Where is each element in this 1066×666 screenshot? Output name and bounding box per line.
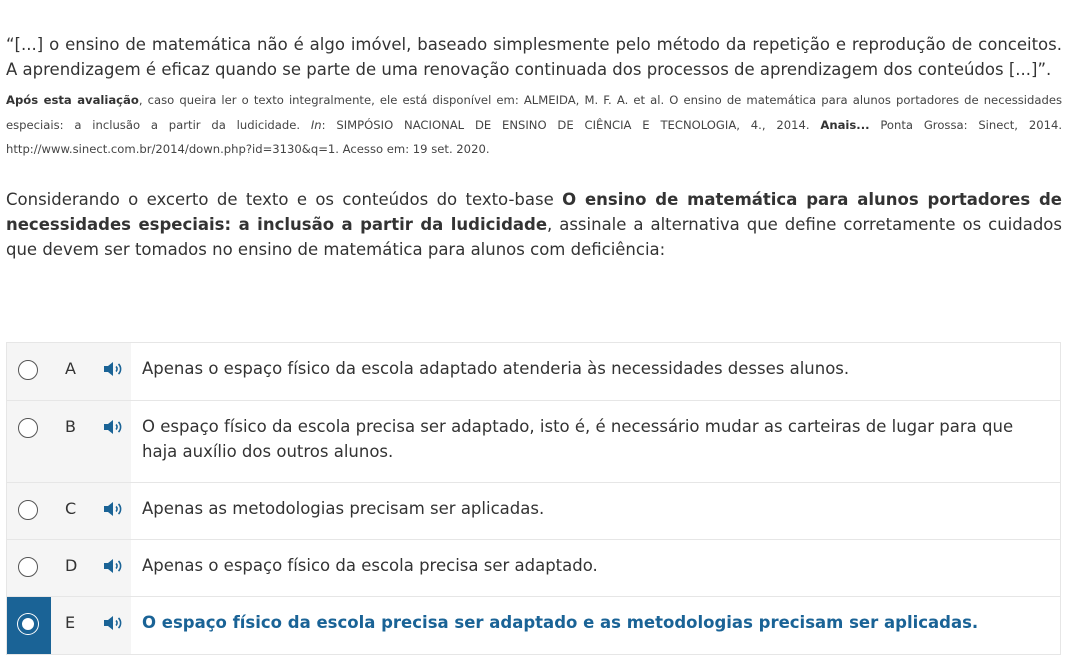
citation-part2: : SIMPÓSIO NACIONAL DE ENSINO DE CIÊNCIA E TECNOLOGIA, 4., 2014. <box>321 117 821 132</box>
speaker-icon[interactable] <box>103 501 123 517</box>
option-controls <box>7 540 131 596</box>
option-letter: C <box>65 499 77 518</box>
radio-cell[interactable] <box>7 483 51 539</box>
speaker-icon[interactable] <box>103 419 123 435</box>
citation-part1: , caso queira ler o texto integralmente, ele está disponível em: ALMEIDA, M. F. A. et al. O ensino de matemática para alunos portadores de necessidades especiais: a inclusão a partir da ludicidade. <box>6 93 1062 132</box>
option-d[interactable] <box>7 540 1060 597</box>
radio-cell[interactable] <box>7 343 51 400</box>
option-text[interactable]: O espaço físico da escola precisa ser adaptado e as metodologias precisam ser aplicadas. <box>142 613 979 632</box>
answer-options <box>6 342 1061 655</box>
option-letter: D <box>65 556 78 575</box>
option-a[interactable] <box>7 343 1060 401</box>
radio-button-selected[interactable] <box>18 614 38 634</box>
option-letter: B <box>65 417 76 436</box>
option-letter: E <box>65 613 76 632</box>
option-c[interactable] <box>7 483 1060 540</box>
question-statement <box>6 187 1062 262</box>
option-text[interactable]: O espaço físico da escola precisa ser adaptado, isto é, é necessário mudar as carteiras de lugar para que haja auxílio dos outros alunos. <box>142 417 1014 461</box>
citation-part3: Ponta Grossa: Sinect, 2014. http://www.sinect.com.br/2014/down.php?id=3130&q=1. Acesso em: 19 set. 2020. <box>6 117 1063 156</box>
citation-anais: Anais... <box>820 117 870 132</box>
speaker-icon[interactable] <box>103 558 123 574</box>
radio-cell-selected[interactable] <box>7 597 51 654</box>
quote-text: “[...] o ensino de matemática não é algo imóvel, baseado simplesmente pelo método da repetição e reprodução de conceitos. A aprendizagem é eficaz quando se parte de uma renovação continuada dos processos de aprendizagem dos conteúdos [...]”. <box>6 35 1062 79</box>
option-letter: A <box>65 359 76 378</box>
question-post: , assinale a alternativa que define corretamente os cuidados que devem ser tomados no ensino de matemática para alunos com deficiência: <box>6 215 1062 259</box>
option-controls <box>7 483 131 539</box>
citation-in-label: In <box>310 117 322 132</box>
radio-cell[interactable] <box>7 401 51 482</box>
option-b[interactable] <box>7 401 1060 483</box>
option-e[interactable] <box>7 597 1060 655</box>
option-text[interactable]: Apenas as metodologias precisam ser aplicadas. <box>142 499 545 518</box>
option-text[interactable]: Apenas o espaço físico da escola adaptado atenderia às necessidades desses alunos. <box>142 359 850 378</box>
citation-bold-lead: Após esta avaliação <box>6 93 139 107</box>
radio-button[interactable] <box>18 360 38 380</box>
radio-button[interactable] <box>18 500 38 520</box>
option-controls <box>7 343 131 400</box>
citation-reference <box>6 88 1062 162</box>
option-controls <box>7 401 131 482</box>
radio-button[interactable] <box>18 418 38 438</box>
radio-cell[interactable] <box>7 540 51 596</box>
option-controls <box>7 597 131 654</box>
question-bold-title: O ensino de matemática para alunos portadores de necessidades especiais: a inclusão a partir da ludicidade <box>6 190 1062 234</box>
speaker-icon[interactable] <box>103 615 123 631</box>
speaker-icon[interactable] <box>103 361 123 377</box>
option-text[interactable]: Apenas o espaço físico da escola precisa ser adaptado. <box>142 556 598 575</box>
radio-button[interactable] <box>18 557 38 577</box>
question-pre: Considerando o excerto de texto e os conteúdos do texto-base <box>6 190 563 209</box>
quote-excerpt <box>6 32 1062 82</box>
